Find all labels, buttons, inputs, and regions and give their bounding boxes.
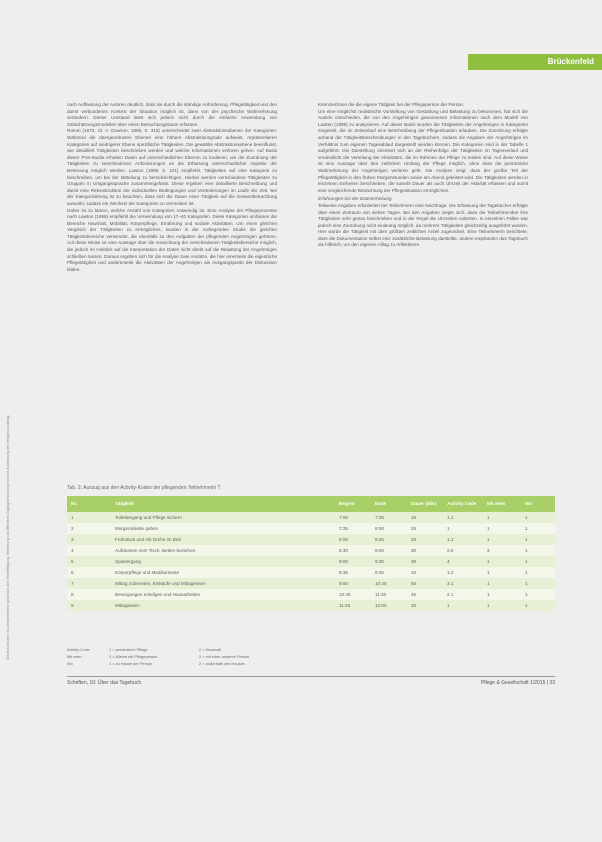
table-cell: 9:50 [335,578,371,589]
table-cell: 1 [521,523,555,534]
table-row [67,545,555,556]
table-cell: 1 [443,523,483,534]
legend-key: Wo [67,661,73,666]
table-cell: 1 [443,600,483,611]
right-paragraph: Kennzeichnen die die eigene Tätigkeit bei der Pflegeperson der Person. [318,102,465,107]
table-cell: 11:30 [371,589,407,600]
column-header: Dauer (Min) [407,496,443,512]
table-cell: 10:45 [335,589,371,600]
legend-value: 1 = persönliche Pflege [109,647,148,652]
table-cell: 3 [483,545,521,556]
table-cell: Besorgungen erledigen und Hausarbeiten [111,589,335,600]
legend-key: Mit wem [67,654,82,659]
table-cell: 1 [483,567,521,578]
table-cell: 8:25 [371,534,407,545]
table-cell: 30 [407,545,443,556]
table-cell: 1 [521,545,555,556]
table-cell: 1.2 [443,567,483,578]
table-cell: 7:00 [335,512,371,523]
right-paragraph: Teilweise Angaben erforderten bei Teilnehmern eine Nachfrage. Die Erfassung der Tagebücher erfolgte über einen Zeitraum von sieben Tagen. Bei den Angaben zeigte sich, dass die Teilnehmenden ihre Tätigkeiten sehr genau beschrieben und in der Regel die Uhrzeiten notierten. In einzelnen Fällen war jedoch eine Zuordnung nicht eindeutig möglich, da mehrere Tätigkeiten gleichzeitig ausgeführt wurden. Hier wurde die Tätigkeit mit dem größten zeitlichen Anteil zugeordnet. Eine Teilnehmerin berichtete, dass die Dokumentation selbst eine zusätzliche Belastung darstellte, andere empfanden das Tagebuch als hilfreich, um den eigenen Alltag zu reflektieren. [318,202,528,248]
table-cell: 1 [483,600,521,611]
footer-left: Schriften, 10: Über das Tagebuch [67,680,142,686]
table-cell: 55 [407,578,443,589]
table-cell: 8:30 [335,545,371,556]
table-cell: 1 [483,589,521,600]
table-cell: 1 [483,512,521,523]
table-cell: 1 [521,512,555,523]
table-cell: 1 [521,534,555,545]
table-cell: 7:35 [335,523,371,534]
column-header: Ende [371,496,407,512]
table-cell: 1.1 [443,534,483,545]
table-cell: 9:00 [371,545,407,556]
column-header: Activity Code [443,496,483,512]
table-cell: 8:00 [371,523,407,534]
table-cell: 9:30 [371,556,407,567]
table-cell: 1 [483,556,521,567]
right-paragraph: Um eine möglichst realistische Vorstellung von Gestaltung und Belastung zu bekommen, hat sich die Autorin entschieden, die von den Angehörigen gewonnenen Informationen nach dem Modell von Lawton (1999) zu analysieren. Auf dieser Basis wurden die Tätigkeiten der Angehörigen in Kategorien eingeteilt, die im Zeitverlauf eine Beschreibung der Pflegesituation erlauben. Die Zuordnung erfolgte anhand der Tätigkeitsbeschreibungen in den Tagebüchern, sodass die Angaben der Angehörigen im Verhältnis zum eigenen Tagesablauf dargestellt werden können. Die Kategorien sind in der Tabelle 1 aufgeführt. Die Darstellung orientiert sich an der Reihenfolge der Tätigkeiten im Tagesverlauf und verdeutlicht die Verteilung der Aktivitäten, die im Rahmen der Pflege zu leisten sind. Auf diese Weise ist eine Aussage über den zeitlichen Umfang der Pflege möglich, ohne dass die persönliche Wahrnehmung der Angehörigen verloren geht. Die Analyse zeigt, dass der größte Teil der Pflegetätigkeit in den frühen Morgenstunden sowie am Abend geleistet wird. Die Tätigkeiten werden in einzelnen Einheiten beschrieben, die sowohl Dauer als auch Uhrzeit der Aktivität erfassen und somit eine vergleichende Betrachtung der Pflegesituation ermöglichen. [318,108,528,193]
footer-divider [67,676,555,677]
table-cell: 8 [67,589,111,600]
legend-value: 1 = zu Hause der Person [109,661,153,666]
table-cell: 9:00 [335,556,371,567]
table-cell: 9:45 [371,567,407,578]
table-row [67,600,555,611]
right-text-column [318,102,528,474]
table-header-row [67,496,555,512]
table-row [67,556,555,567]
legend-value: 1 = Alleine mit Pflegeperson [109,654,158,659]
table-row [67,534,555,545]
table-body [67,512,555,611]
table-row [67,523,555,534]
table-cell: 7:25 [371,512,407,523]
legend-row [67,646,367,653]
footer-page-info: Pflege & Gesellschaft 1/2015 | 33 [480,680,555,686]
table-cell: Frühstück und mit Drehe im Bett [111,534,335,545]
legend-value: 2 = Haushalt [199,647,221,652]
left-text-column [67,102,277,457]
table-cell: 6 [67,567,111,578]
section-tab: Brückenfeld [468,54,602,70]
table-cell: 10 [407,567,443,578]
table-cell: 45 [407,589,443,600]
table-cell: 3 [67,534,111,545]
legend-value: 2 = mit einer anderen Person [199,654,250,659]
copyright-margin-note: Dieses Dokument ist urheberrechtlich geschützt. Die Vervielfältigung, Verbreitung und öffentliche Zugänglichmachung ist ohne Zustimmung des Verlags unzulässig. [6,414,10,660]
table-cell: 4 [67,545,111,556]
column-header: Mit wem [483,496,521,512]
table-cell: 1 [521,567,555,578]
legend-row [67,653,367,660]
table-row [67,567,555,578]
table-cell: 25 [407,534,443,545]
table-legend [67,646,367,667]
table-cell: 8:00 [335,534,371,545]
table-cell: 15 [407,512,443,523]
table-cell: 1 [483,534,521,545]
column-header: Nr. [67,496,111,512]
table-cell: 1 [521,600,555,611]
table-cell: Aufräumen vom Tisch, Betten beziehen [111,545,335,556]
table-cell: 30 [407,556,443,567]
left-paragraph: Daher ist zu klären, welche Anzahl von Kategorien notwendig ist. Eine Analyse der Pflegeprozesse nach Lawton (1999) empfiehlt die Verwendung von 17–40 Kategorien. Diese Kategorien umfassen die Bereiche Haushalt, Mobilität, Körperpflege, Ernährung und soziale Aktivitäten. Um einen gleichen Vergleich der Tätigkeiten zu ermöglichen, wurden in der vorliegenden Studie die gleichen Tätigkeitsbereiche verwendet, die ebenfalls zu den Aufgaben der pflegenden Angehörigen gehören. Auf diese Weise ist eine Aussage über die Gewichtung der verschiedenen Tätigkeitsbereiche möglich, die jedoch im Hinblick auf die Interpretation der Daten nicht direkt auf die Belastung der Angehörigen schließen lassen. Daraus ergeben sich für die Analyse zwei Ansätze, die hier einerseits die eigentliche Pflegetätigkeit und andererseits die Aktivitäten der Angehörigen als Ausgangspunkt der Diskussion bilden. [67,207,277,272]
table-cell: 1 [483,523,521,534]
table-cell: 7 [67,578,111,589]
table-cell: 9 [67,600,111,611]
table-cell: Toilettengang und Pflege sichern [111,512,335,523]
legend-row [67,660,367,667]
table-cell: Körperpflege und Medikamente [111,567,335,578]
table-caption: Tab. 2: Auszug aus den Activity-Kodes der pflegenden Teilnehmerin T [67,485,221,491]
table-cell: 1 [67,512,111,523]
activity-table [67,496,555,611]
column-header: Tätigkeit [111,496,335,512]
table-cell: 1 [521,589,555,600]
column-header: Wo [521,496,555,512]
table-cell: Morgentoilette geben [111,523,335,534]
table-cell: 1 [483,578,521,589]
table-row [67,589,555,600]
left-paragraph: Romm (1973, zit. n. Dawson, 1995, S. 316) unterscheidet zwei Abstraktionsebenen der Kategorien: Während die übergeordneten Ebenen eine höhere Abstraktionsgrade aufweist, repräsentieren Kategorien auf niedrigerer Ebene spezifische Tätigkeiten. Die gewählte Abstraktionsebene beeinflusst, wie detailliert Tätigkeiten beschrieben werden und welche Informationen verloren gehen. Auf Basis dieser Prot-Studie erhalten Daten auf unterschiedlichen Ebenen zu kodieren, um die Zuordnung der Tätigkeiten zu verschiedenen Anforderungen an die Erfassung unterschiedlicher Aspekte der Betreuung möglich werden. Lawton (1999, S. 101) empfiehlt, Tätigkeiten auf eine Kategorie zu beschreiben, um bei der Mitteilung zu berücksichtigen. Hierbei werden verschiedene Tätigkeiten zu Gruppen in Umgangssprache zusammengefasst. Diese ergeben eine detaillierte Beschreibung und damit eine Rekonstruktion der individuellen Bedingungen und Veränderungen im Laufe der Zeit. Bei der Kategorisierung ist zu beachten, dass sich die Dauer einer Tätigkeit auf die Gesamtbetrachtung auswirkt, sodass ein Wechsel der Kategorien zu vermeiden ist. [67,128,277,206]
table-cell: 11:45 [335,600,371,611]
column-header: Beginn [335,496,371,512]
table-cell: 3.1 [443,578,483,589]
table-cell: 1 [521,578,555,589]
table-cell: 25 [407,523,443,534]
legend-value: 2 = außerhalb des Hauses [199,661,245,666]
table-cell: 10:45 [371,578,407,589]
section-subheading: Erfahrungen bei der Datenerhebung [318,196,392,202]
table-cell: 30 [407,600,443,611]
table-cell: 2.5 [443,545,483,556]
table-row [67,578,555,589]
table-cell: 1 [521,556,555,567]
table-cell: 4 [443,556,483,567]
table-cell: 9:35 [335,567,371,578]
table-cell: 12:00 [371,600,407,611]
table-cell: 2.1 [443,589,483,600]
left-paragraph: nach Auffassung der Autoren deutlich, dass sie durch die ständige Anforderung, Pflegetätigkeit und den damit verbundenen Kontext der Situation möglich ist, dann von der psychische Wahrnehmung verändern. Dieser Umstand lässt sich jedoch nicht durch die einfache Anwendung von Zeitschätzungsmodellen über einen Betrachtungsraum erfassen. [67,102,277,127]
table-cell: 1.1 [443,512,483,523]
table-cell: Mittag zubereiten, Einkäufe und Mittagessen [111,578,335,589]
table-cell: 5 [67,556,111,567]
table-cell: 2 [67,523,111,534]
table-cell: Spaziergang [111,556,335,567]
table-cell: Mittagessen [111,600,335,611]
legend-key: Activity Code [67,647,90,652]
table-row [67,512,555,523]
